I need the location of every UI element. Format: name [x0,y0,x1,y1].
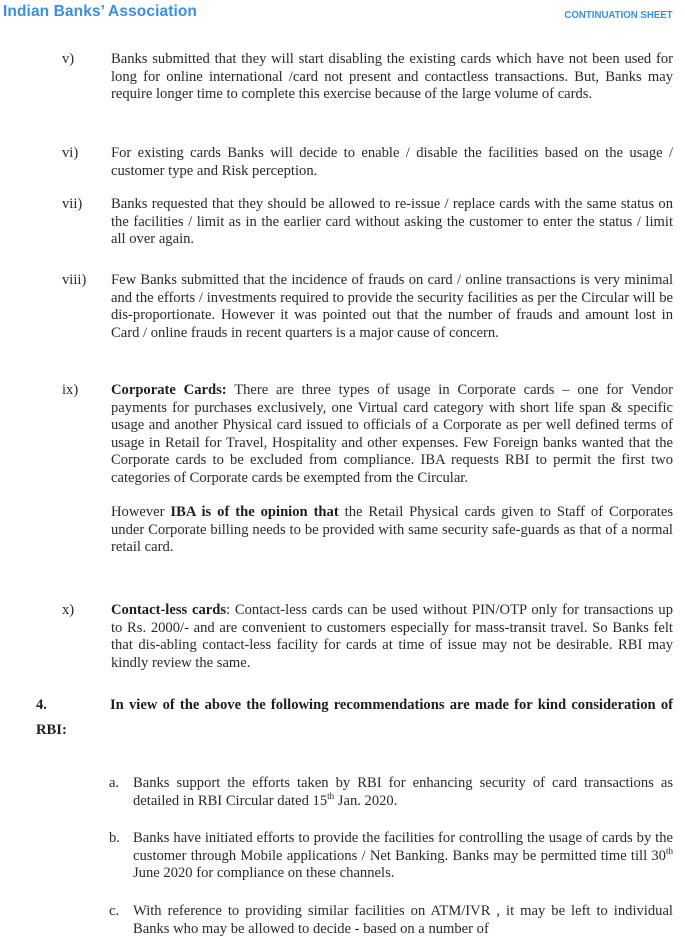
text-part: With reference to providing similar facilities on ATM/IVR , it may be left to individual Banks who may be allowed to decide - based on a number of [133,903,673,937]
text-part: Jan. 2020. [334,792,398,809]
point-number: v) [62,51,75,67]
recommendation-label: a. [109,775,120,791]
text-part: Banks support the efforts taken by RBI for enhancing security of card transactions as detailed in RBI Circular dated 15 [133,775,673,809]
point-text: Few Banks submitted that the incidence of frauds on card / online transactions is very minimal and the efforts / investments required to provide the security facilities as per the Circular will be dis-proportionate. However it was pointed out that the number of frauds and amount lost in Card / online frauds in recent quarters is a major cause of concern. [111,272,673,341]
opinion-text: the Retail Physical cards given to Staff of Corporates under Corporate billing needs to be provided with same security safe-guards as that of a normal retail card. [111,504,674,555]
recommendation-label: b. [109,830,120,846]
ordinal-suffix: th [327,790,335,801]
point-text: For existing cards Banks will decide to enable / disable the facilities based on the usage / customer type and Risk perception. [111,145,673,179]
point-text: : Contact-less cards can be used without PIN/OTP only for transactions up to Rs. 2000/- and are convenient to customers especially for mass-transit travel. So Banks felt that dis-abling contact-less facility for cards at time of issue may not be desirable. RBI may kindly review the same. [111,602,673,671]
point-text: Banks requested that they should be allowed to re-issue / replace cards with the same status on the facilities / limit as in the earlier card without asking the customer to enter the status / limit all over again. [111,196,673,247]
point-number: viii) [62,272,87,288]
text-part: Banks have initiated efforts to provide the facilities for controlling the usage of cards by the customer through Mobile applications / Net Banking. Banks may be permitted time till 30 [133,830,673,864]
point-text: There are three types of usage in Corporate cards – one for Vendor payments for purchases exclusively, one Virtual card category with short life span & specific usage and another Physical card issued to officials of a Corporate as per well defined terms of usage in Retail for Travel, Hospitality and other expenses. Few Foreign banks wanted that the Corporate cards to be excluded from compliance. IBA requests RBI to permit the first two categories of Corporate cards be exempted from the Circular. [111,382,673,486]
point-heading: Contact-less cards [111,602,227,618]
point-number: vii) [62,196,83,212]
point-heading: Corporate Cards: [111,382,227,398]
opinion-bold: IBA is of the opinion that [170,504,339,520]
text-part: June 2020 for compliance on these channels. [133,865,395,881]
recommendation-text [133,775,673,810]
ordinal-suffix: th [665,845,673,856]
point-number: x) [62,602,75,618]
point-number: ix) [62,382,79,398]
contactless-paragraph [111,602,673,672]
iba-opinion-paragraph [111,504,673,557]
continuation-sheet-label: CONTINUATION SHEET [564,9,673,21]
section-text: In view of the above the following recommendations are made for kind consideration of RBI: [36,697,673,738]
point-number: vi) [62,145,79,161]
recommendation-label: c. [109,903,120,919]
corporate-cards-paragraph [111,382,673,487]
section-number: 4. [36,697,47,713]
section-4-heading [36,693,673,742]
organization-name: Indian Banks’ Association [3,3,198,20]
recommendation-text [133,903,673,938]
point-text: Banks submitted that they will start disabling the existing cards which have not been used for long for online international /card not present and contactless transactions. But, Banks may require longer time to complete this exercise because of the large volume of cards. [111,51,673,102]
recommendation-text [133,830,673,883]
opinion-lead: However [111,504,171,520]
